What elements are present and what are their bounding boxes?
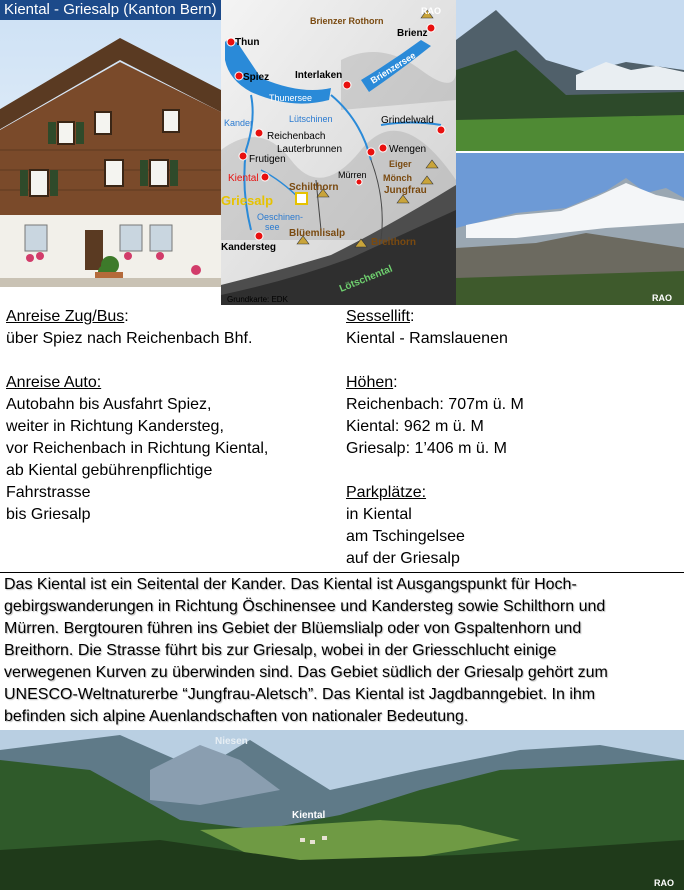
map-label-griesalp: Griesalp <box>221 193 274 208</box>
map-label-eiger: Eiger <box>389 159 412 169</box>
auto-heading: Anreise Auto: <box>6 374 102 391</box>
map-label-loetschental: Lötschental <box>338 263 395 295</box>
hoehen-line: Kiental: 962 m ü. M <box>346 418 484 435</box>
map-label-lauterbrunnen: Lauterbrunnen <box>277 144 343 155</box>
hoehen-heading: Höhen <box>346 374 394 391</box>
map-label-brienzer-rothorn: Brienzer Rothorn <box>310 16 384 26</box>
zug-text: über Spiez nach Reichenbach Bhf. <box>6 330 253 347</box>
map-label-thunersee: Thunersee <box>269 93 313 103</box>
mountain-photo-top <box>456 0 684 151</box>
hoehen-colon: : <box>393 374 398 391</box>
map-label-interlaken: Interlaken <box>295 70 343 81</box>
map-label-luetschinen: Lütschinen <box>289 114 333 124</box>
auto-line: Autobahn bis Ausfahrt Spiez, <box>6 396 212 413</box>
zug-heading-line <box>6 306 336 328</box>
map-label-breithorn: Breithorn <box>371 237 416 248</box>
map-label-kiental: Kiental <box>228 173 259 184</box>
travel-info-left <box>6 306 336 526</box>
description-text <box>4 574 682 728</box>
valley-label-niesen: Niesen <box>215 736 248 747</box>
valley-rao-credit: RAO <box>654 878 674 888</box>
map-label-oeschinensee: Oeschinen- <box>257 212 304 222</box>
map-label-schilthorn: Schilthorn <box>289 182 339 193</box>
hoehen-line: Reichenbach: 707m ü. M <box>346 396 524 413</box>
valley-panorama-photo <box>0 730 684 890</box>
map-label-kander: Kander <box>224 118 254 128</box>
auto-line: weiter in Richtung Kandersteg, <box>6 418 224 435</box>
map-label-brienz: Brienz <box>397 28 428 39</box>
map-label-frutigen: Frutigen <box>249 154 286 165</box>
zug-heading: Anreise Zug/Bus <box>6 308 125 325</box>
mountain-photo-bottom <box>456 151 684 305</box>
description-line: verwegenen Kurven zu überwinden sind. Das Gebiet südlich der Griesalp gehört zum <box>4 664 608 681</box>
map-label-bluemlisalp: Blüemlisalp <box>289 228 346 239</box>
map-label-moench: Mönch <box>383 173 412 183</box>
map-label-spiez: Spiez <box>243 72 270 83</box>
lift-heading-line <box>346 306 676 328</box>
auto-line: vor Reichenbach in Richtung Kiental, <box>6 440 269 457</box>
lift-text: Kiental - Ramslauenen <box>346 330 508 347</box>
valley-label-kiental: Kiental <box>292 810 326 821</box>
page-title: Kiental - Griesalp (Kanton Bern) <box>0 0 221 20</box>
description-line: Breithorn. Die Strasse führt bis zur Griesalp, wobei in der Griesschlucht einige <box>4 642 557 659</box>
hoehen-heading-line <box>346 372 676 394</box>
description-line: Das Kiental ist ein Seitental der Kander. Das Kiental ist Ausgangspunkt für Hoch- <box>4 576 577 593</box>
map-label-reichenbach: Reichenbach <box>267 131 326 142</box>
hoehen-line: Griesalp: 1’406 m ü. M <box>346 440 507 457</box>
auto-line: bis Griesalp <box>6 506 91 523</box>
region-map <box>221 0 456 305</box>
map-label-kandersteg: Kandersteg <box>221 242 277 253</box>
lift-colon: : <box>410 308 415 325</box>
auto-line: ab Kiental gebührenpflichtige <box>6 462 213 479</box>
map-label-grindelwald: Grindelwald <box>381 115 434 126</box>
map-label-muerren: Mürren <box>338 170 367 180</box>
description-line: befinden sich alpine Auenlandschaften von nationaler Bedeutung. <box>4 708 469 725</box>
park-line: in Kiental <box>346 506 412 523</box>
house-photo <box>0 20 221 287</box>
map-label-thun: Thun <box>235 37 260 48</box>
park-line: auf der Griesalp <box>346 550 460 567</box>
park-line: am Tschingelsee <box>346 528 465 545</box>
zug-colon: : <box>124 308 129 325</box>
park-heading: Parkplätze: <box>346 484 427 501</box>
map-label-oeschinensee-2: see <box>265 222 280 232</box>
map-label-jungfrau: Jungfrau <box>384 185 427 196</box>
map-credit: Grundkarte: EDK <box>227 295 288 304</box>
travel-info-right <box>346 306 676 570</box>
map-rao-credit: RAO <box>421 6 441 16</box>
description-line: gebirgswanderungen in Richtung Öschinensee und Kandersteg sowie Schilthorn und <box>4 598 606 615</box>
divider <box>0 572 684 573</box>
photo-rao-credit: RAO <box>652 293 672 303</box>
lift-heading: Sessellift <box>346 308 411 325</box>
description-line: UNESCO-Weltnaturerbe “Jungfrau-Aletsch”. Das Kiental ist Jagdbanngebiet. In ihm <box>4 686 596 703</box>
description-line: Mürren. Bergtouren führen ins Gebiet der Blüemslialp oder von Gspaltenhorn und <box>4 620 582 637</box>
auto-line: Fahrstrasse <box>6 484 91 501</box>
map-label-brienzersee: Brienzersee <box>368 50 418 86</box>
map-label-wengen: Wengen <box>389 144 427 155</box>
